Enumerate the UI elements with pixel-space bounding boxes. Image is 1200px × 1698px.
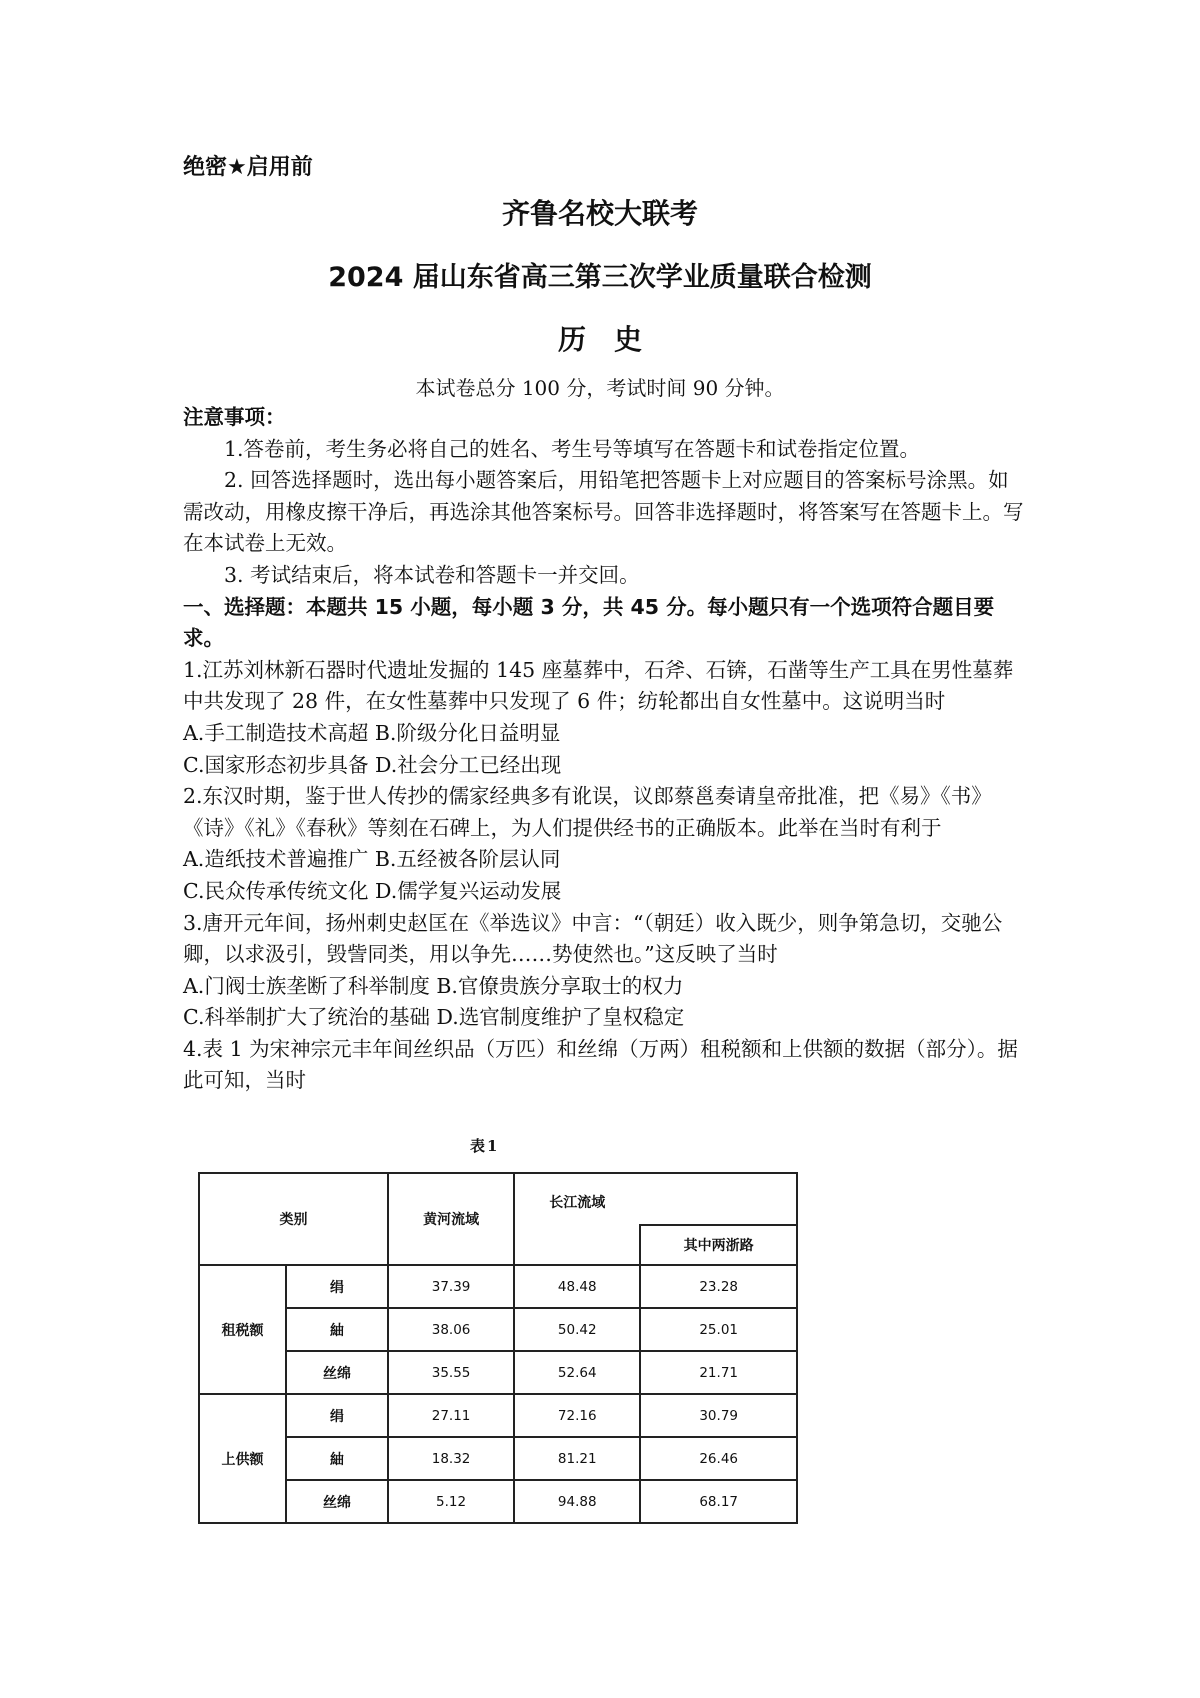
question-options: A.手工制造技术高超 B.阶级分化日益明显: [183, 720, 561, 745]
header-yellow-river: 黄河流域: [388, 1173, 514, 1265]
header-category: 类别: [199, 1173, 388, 1265]
secret-label: 绝密★启用前: [183, 155, 313, 180]
cell-yellow: 5.12: [388, 1480, 514, 1523]
question-options: C.民众传承传统文化 D.儒学复兴运动发展: [183, 878, 562, 903]
question-options: A.造纸技术普遍推广 B.五经被各阶层认同: [183, 847, 561, 872]
score-time: 本试卷总分 100 分，考试时间 90 分钟。: [415, 376, 785, 400]
note-item: 1.答卷前，考生务必将自己的姓名、考生号等填写在答题卡和试卷指定位置。: [224, 436, 921, 461]
header-yangtze: 长江流域: [514, 1173, 640, 1265]
row-item: 丝绵: [286, 1480, 388, 1523]
question-stem: 4.表 1 为宋神宗元丰年间丝织品（万匹）和丝绵（万两）租税额和上供额的数据（部分）。据此可知，当时: [183, 1036, 1018, 1093]
cell-yellow: 35.55: [388, 1351, 514, 1394]
row-item: 丝绵: [286, 1351, 388, 1394]
exam-subtitle: 2024 届山东省高三第三次学业质量联合检测: [328, 262, 872, 293]
header-liangzhe: 其中两浙路: [640, 1225, 797, 1265]
question-stem: 2.东汉时期，鉴于世人传抄的儒家经典多有讹误，议郎蔡邕奏请皇帝批准，把《易》《书》《诗》《礼》《春秋》等刻在石碑上，为人们提供经书的正确版本。此举在当时有利于: [183, 784, 992, 840]
table-caption: 表1: [470, 1137, 500, 1155]
exam-body: [183, 402, 1025, 1097]
question-options: A.门阀士族垄断了科举制度 B.官僚贵族分享取士的权力: [183, 973, 684, 998]
row-item: 紬: [286, 1437, 388, 1480]
cell-yangtze: 50.42: [514, 1308, 640, 1351]
row-item: 绢: [286, 1265, 388, 1308]
cell-yangtze: 72.16: [514, 1394, 640, 1437]
group-tax: 租税额: [199, 1265, 286, 1394]
cell-yellow: 37.39: [388, 1265, 514, 1308]
cell-liangzhe: 26.46: [640, 1437, 797, 1480]
group-tribute: 上供额: [199, 1394, 286, 1523]
cell-yangtze: 94.88: [514, 1480, 640, 1523]
cell-yellow: 38.06: [388, 1308, 514, 1351]
row-item: 紬: [286, 1308, 388, 1351]
question-options: C.国家形态初步具备 D.社会分工已经出现: [183, 752, 562, 777]
note-item: 2. 回答选择题时，选出每小题答案后，用铅笔把答题卡上对应题目的答案标号涂黑。如需改动，用橡皮擦干净后，再选涂其他答案标号。回答非选择题时，将答案写在答题卡上。写在本试卷上无效。: [183, 468, 1024, 556]
cell-yangtze: 81.21: [514, 1437, 640, 1480]
data-table: [198, 1172, 798, 1519]
cell-yellow: 27.11: [388, 1394, 514, 1437]
cell-yangtze: 48.48: [514, 1265, 640, 1308]
subject-title: 历史: [557, 323, 670, 356]
cell-liangzhe: 68.17: [640, 1480, 797, 1523]
section-heading: 一、选择题：本题共 15 小题，每小题 3 分，共 45 分。每小题只有一个选项符合题目要求。: [183, 594, 995, 651]
notes-heading: 注意事项：: [183, 405, 286, 429]
cell-yangtze: 52.64: [514, 1351, 640, 1394]
cell-liangzhe: 23.28: [640, 1265, 797, 1308]
question-options: C.科举制扩大了统治的基础 D.选官制度维护了皇权稳定: [183, 1005, 685, 1030]
cell-liangzhe: 30.79: [640, 1394, 797, 1437]
question-stem: 1.江苏刘林新石器时代遗址发掘的 145 座墓葬中，石斧、石锛，石凿等生产工具在男性墓葬中共发现了 28 件，在女性墓葬中只发现了 6 件；纺轮都出自女性墓中。这说明当时: [183, 657, 1014, 714]
cell-liangzhe: 25.01: [640, 1308, 797, 1351]
cell-yellow: 18.32: [388, 1437, 514, 1480]
cell-liangzhe: 21.71: [640, 1351, 797, 1394]
exam-title: 齐鲁名校大联考: [501, 197, 698, 230]
header-spacer: [640, 1173, 797, 1225]
row-item: 绢: [286, 1394, 388, 1437]
question-stem: 3.唐开元年间，扬州刺史赵匡在《举选议》中言：“（朝廷）收入既少，则争第急切，交驰公卿，以求汲引，毁訾同类，用以争先……势使然也。”这反映了当时: [183, 910, 1003, 967]
note-item: 3. 考试结束后，将本试卷和答题卡一并交回。: [224, 562, 640, 587]
